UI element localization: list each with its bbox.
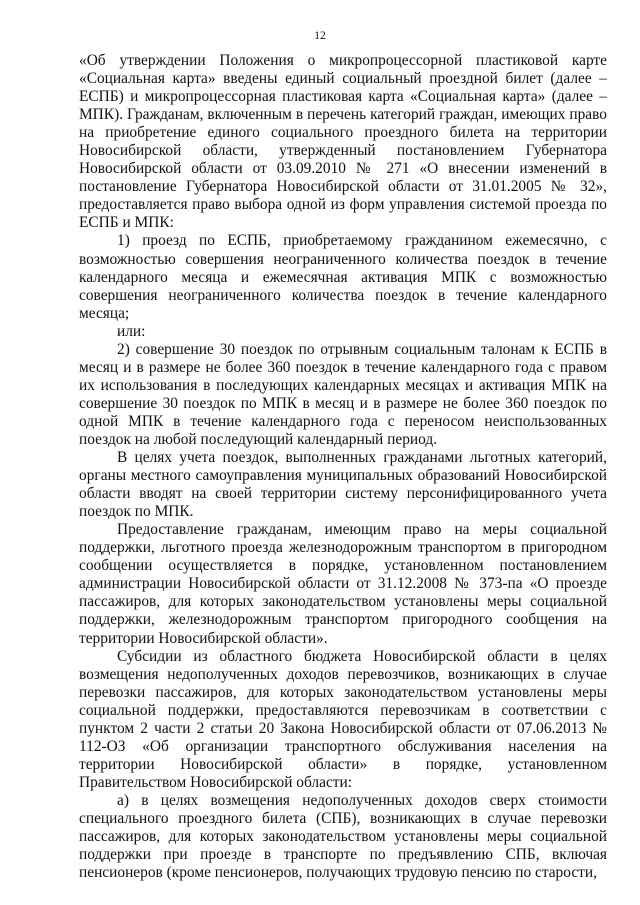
paragraph-trip-accounting: В целях учета поездок, выполненных гражданами льготных категорий, органы местного самоуправления муниципальных образований Новосибирской области вводят на своей территории систему персонифицированного учета поездок по МПК. <box>79 449 607 521</box>
paragraph-option-1: 1) проезд по ЕСПБ, приобретаемому гражданином ежемесячно, с возможностью совершения неограниченного количества поездок в течение календарного месяца и ежемесячная активация МПК с возможностью совершения неограниченного количества поездок в течение календарного месяца; <box>79 232 607 322</box>
paragraph-railway-travel: Предоставление гражданам, имеющим право на меры социальной поддержки, льготного проезда железнодорожным транспортом в пригородном сообщении осуществляется в порядке, установленном постановлением администрации Новосибирской области от 31.12.2008 № 373-па «О проезде пассажиров, для которых законодательством установлены меры социальной поддержки, железнодорожным транспортом пригородного сообщения на территории Новосибирской области». <box>79 521 607 647</box>
paragraph-subsidies: Субсидии из областного бюджета Новосибирской области в целях возмещения недополученных доходов перевозчиков, возникающих в случае перевозки пассажиров, для которых законодательством установлены меры социальной поддержки, предоставляются перевозчикам в соответствии с пунктом 2 части 2 статьи 20 Закона Новосибирской области от 07.06.2013 № 112-ОЗ «Об организации транспортного обслуживания населения на территории Новосибирской области» в порядке, установленном Правительством Новосибирской области: <box>79 647 607 791</box>
document-body <box>79 52 607 882</box>
paragraph-subsidy-item-a: а) в целях возмещения недополученных доходов сверх стоимости специального проездного билета (СПБ), возникающих в случае перевозки пассажиров, для которых законодательством установлены меры социальной поддержки при проезде в транспорте по предъявлению СПБ, включая пенсионеров (кроме пенсионеров, получающих трудовую пенсию по старости, <box>79 791 607 882</box>
paragraph-intro: «Об утверждении Положения о микропроцессорной пластиковой карте «Социальная карта» введены единый социальный проездной билет (далее – ЕСПБ) и микропроцессорная пластиковая карта «Социальная карта» (далее – МПК). Гражданам, включенным в перечень категорий граждан, имеющих право на приобретение единого социального проездного билета на территории Новосибирской области, утвержденный постановлением Губернатора Новосибирской области от 03.09.2010 № 271 «О внесении изменений в постановление Губернатора Новосибирской области от 31.01.2005 № 32», предоставляется право выбора одной из форм управления системой проезда по ЕСПБ и МПК: <box>79 52 607 232</box>
paragraph-option-2: 2) совершение 30 поездок по отрывным социальным талонам к ЕСПБ в месяц и в размере не более 360 поездок в течение календарного года с правом их использования в последующих календарных месяцах и активация МПК на совершение 30 поездок по МПК в месяц и в размере не более 360 поездок по одной МПК в течение календарного года с переносом неиспользованных поездок на любой последующий календарный период. <box>79 340 607 448</box>
paragraph-or: или: <box>117 322 146 340</box>
page-number: 12 <box>314 30 326 42</box>
